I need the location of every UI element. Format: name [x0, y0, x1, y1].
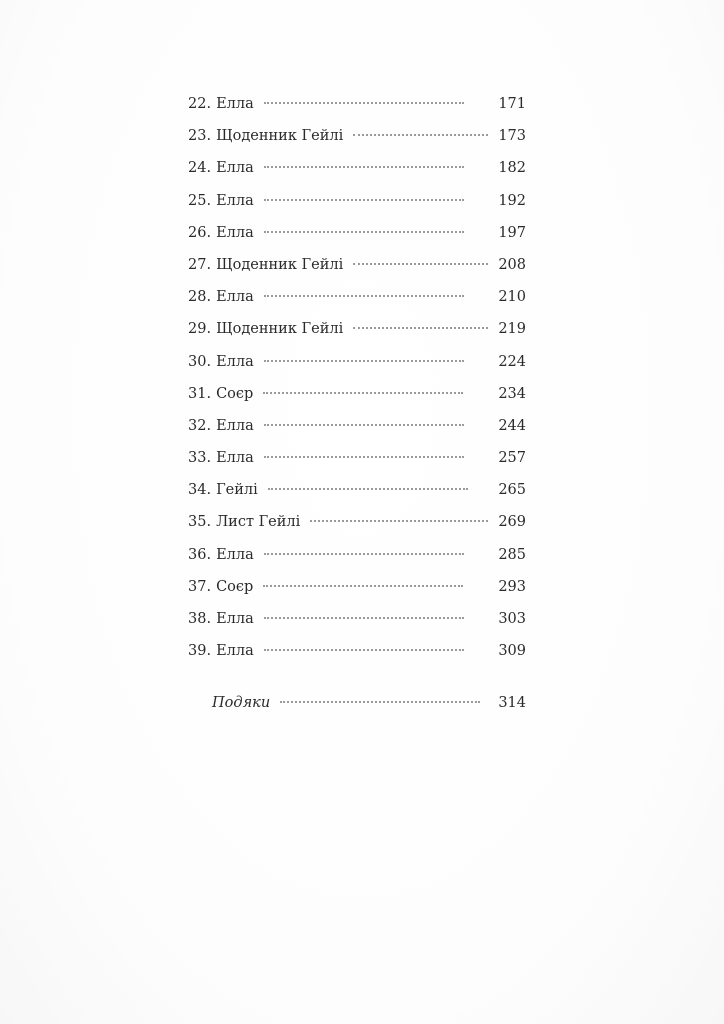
toc-entry-page: 244 — [498, 417, 526, 434]
toc-entry-title: Щоденник Гейлі — [216, 256, 344, 273]
dot-leader — [263, 585, 463, 587]
toc-entry-number: 25. — [188, 192, 212, 209]
toc-entry — [188, 571, 526, 603]
toc-entry-page: 293 — [498, 578, 526, 595]
dot-leader — [268, 488, 468, 490]
toc-entry — [188, 539, 526, 571]
toc-entry-number: 28. — [188, 289, 212, 306]
dot-leader — [264, 456, 464, 458]
toc-entry-page: 182 — [498, 160, 526, 177]
toc-entry — [188, 378, 526, 410]
dot-leader — [264, 166, 464, 168]
toc-entry — [188, 217, 526, 249]
toc-entry-page: 257 — [498, 450, 526, 467]
dot-leader — [264, 424, 464, 426]
toc-entry-number: 38. — [188, 611, 212, 627]
toc-entry-page: 210 — [498, 289, 526, 306]
toc-entry-title: Елла — [216, 546, 254, 563]
toc-entry-page: 219 — [498, 321, 526, 338]
toc-entry-number: 39. — [188, 643, 212, 660]
toc-entry-title: Соєр — [216, 578, 254, 595]
toc-entry-title: Елла — [216, 160, 254, 177]
toc-entry — [188, 281, 526, 313]
toc-entry-page: 285 — [498, 546, 526, 563]
toc-entry-number: 30. — [188, 353, 212, 370]
dot-leader — [264, 231, 464, 233]
toc-entry-title: Елла — [216, 643, 254, 660]
toc-entry-title: Елла — [216, 224, 254, 241]
dot-leader — [310, 520, 488, 522]
toc-entry-number: 36. — [188, 546, 212, 563]
toc-entry-number: 33. — [188, 450, 212, 467]
toc-entry-number: 29. — [188, 321, 212, 338]
toc-entry — [188, 603, 526, 635]
table-of-contents — [188, 88, 526, 720]
toc-entry-title: Щоденник Гейлі — [216, 321, 344, 338]
toc-entry-number: 23. — [188, 128, 212, 145]
toc-entry-page: 309 — [498, 643, 526, 660]
toc-entry-page: 208 — [498, 256, 526, 273]
toc-entry-page: 171 — [498, 96, 526, 112]
toc-entry — [188, 346, 526, 378]
toc-entry-number: 34. — [188, 482, 212, 499]
toc-entry-title: Соєр — [216, 385, 254, 402]
dot-leader — [353, 327, 488, 329]
dot-leader — [264, 360, 464, 362]
toc-entry — [188, 152, 526, 184]
toc-entry-title: Гейлі — [216, 482, 258, 499]
toc-entry — [188, 249, 526, 281]
toc-entry-page: 303 — [498, 611, 526, 627]
toc-entry-number: 31. — [188, 385, 212, 402]
toc-entry-number: 37. — [188, 578, 212, 595]
toc-entry-title: Елла — [216, 96, 254, 112]
dot-leader — [280, 701, 480, 703]
toc-entry — [188, 410, 526, 442]
dot-leader — [264, 617, 464, 619]
toc-entry-page: 314 — [498, 695, 526, 712]
toc-entry — [188, 442, 526, 474]
toc-entry-title: Елла — [216, 353, 254, 370]
toc-entry-acknowledgements — [188, 687, 526, 719]
toc-entry-title: Елла — [216, 450, 254, 467]
toc-entry-page: 224 — [498, 353, 526, 370]
toc-entry — [188, 506, 526, 538]
toc-entry — [188, 120, 526, 152]
dot-leader — [264, 649, 464, 651]
toc-entry-number: 22. — [188, 96, 212, 112]
toc-entry-title: Елла — [216, 192, 254, 209]
toc-entry-page: 197 — [498, 224, 526, 241]
toc-entry-number: 27. — [188, 256, 212, 273]
toc-entry — [188, 635, 526, 667]
toc-entry-title: Елла — [216, 611, 254, 627]
toc-entry-title: Щоденник Гейлі — [216, 128, 344, 145]
toc-entry-number: 32. — [188, 417, 212, 434]
toc-entry-page: 269 — [498, 514, 526, 531]
dot-leader — [263, 392, 463, 394]
dot-leader — [353, 263, 488, 265]
toc-entry-number: 24. — [188, 160, 212, 177]
dot-leader — [264, 102, 464, 104]
toc-entry — [188, 313, 526, 345]
toc-entry-title: Елла — [216, 289, 254, 306]
toc-entry-title: Подяки — [212, 695, 271, 712]
toc-entry-title: Лист Гейлі — [216, 514, 301, 531]
toc-entry-page: 265 — [498, 482, 526, 499]
toc-entry-page: 192 — [498, 192, 526, 209]
toc-entry-page: 234 — [498, 385, 526, 402]
toc-entry — [188, 474, 526, 506]
dot-leader — [264, 553, 464, 555]
dot-leader — [353, 134, 488, 136]
toc-entry-title: Елла — [216, 417, 254, 434]
toc-entry-page: 173 — [498, 128, 526, 145]
dot-leader — [264, 199, 464, 201]
toc-entry-number: 35. — [188, 514, 212, 531]
toc-entry — [188, 185, 526, 217]
section-spacer — [188, 667, 526, 687]
dot-leader — [264, 295, 464, 297]
toc-entry-number: 26. — [188, 224, 212, 241]
toc-entry — [188, 88, 526, 120]
